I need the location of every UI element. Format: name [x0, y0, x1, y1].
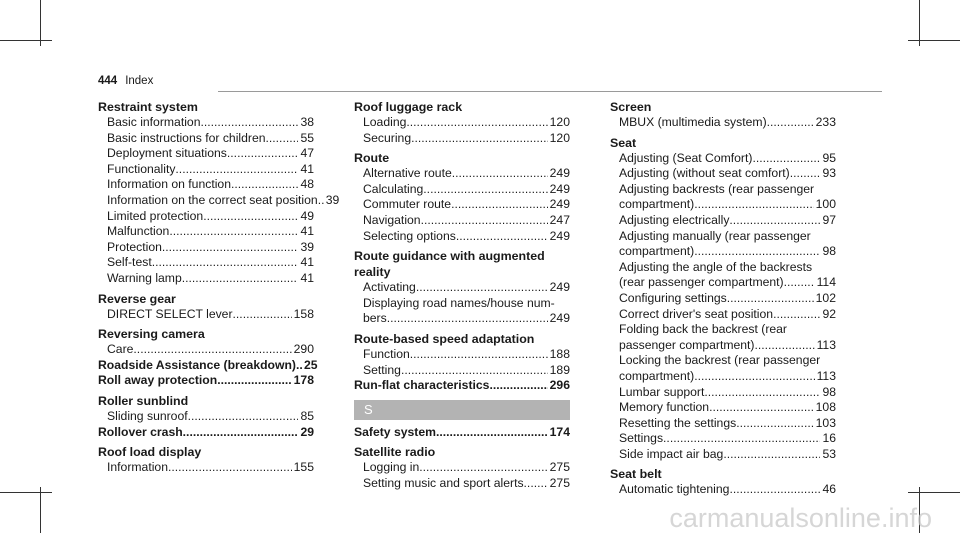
dot-leader — [704, 385, 820, 401]
entry-row — [363, 363, 570, 379]
crop-mark — [908, 492, 960, 493]
entry-row — [363, 347, 570, 363]
entry-row — [107, 342, 314, 358]
dot-leader — [410, 347, 548, 363]
entry-text: Basic information — [107, 115, 201, 129]
entry-row — [107, 192, 340, 209]
entry-row — [619, 482, 836, 498]
entry-text: Setting — [363, 362, 401, 377]
index-entry[interactable] — [98, 460, 314, 476]
page-ref[interactable]: 41 — [300, 161, 314, 176]
index-entry[interactable] — [610, 400, 836, 416]
entry-text: Adjusting (without seat comfort) — [619, 166, 790, 181]
index-heading: Route guidance with augmented reality — [354, 249, 545, 280]
dot-leader — [200, 115, 298, 131]
index-entry[interactable] — [98, 115, 314, 131]
index-column-3 — [610, 99, 836, 498]
page-ref[interactable]: 296 — [549, 378, 570, 393]
dot-leader — [767, 115, 814, 131]
entry-text: Malfunction — [107, 224, 170, 239]
page-ref[interactable]: 53 — [822, 446, 836, 461]
page-ref[interactable]: 120 — [549, 115, 570, 129]
index-entry[interactable] — [98, 146, 314, 162]
entry-row — [363, 166, 570, 182]
index-heading: Roof load display — [98, 445, 202, 460]
entry-row — [363, 213, 570, 229]
crop-mark — [908, 40, 960, 41]
index-entry[interactable] — [354, 197, 570, 213]
dot-leader — [416, 280, 548, 296]
dot-leader — [168, 460, 292, 476]
entry-text: Settings — [619, 431, 664, 446]
index-entry[interactable] — [98, 209, 314, 225]
index-entry[interactable] — [610, 353, 836, 384]
entry-text: Lumbar support — [619, 384, 705, 399]
dot-leader — [203, 209, 298, 225]
entry-text: Self-test — [107, 255, 152, 270]
entry-row — [107, 131, 314, 147]
index-entry[interactable] — [610, 416, 836, 432]
entry-row — [107, 240, 314, 256]
entry-row — [107, 409, 314, 425]
dot-leader — [175, 162, 298, 178]
entry-text: Selecting options — [363, 228, 456, 243]
dot-leader — [162, 240, 299, 256]
page-ref[interactable]: 47 — [300, 146, 314, 161]
entry-text: passenger compartment) — [619, 337, 755, 352]
dot-leader — [217, 373, 291, 389]
entry-text-line: Locking the backrest (rear passenger — [619, 353, 821, 368]
index-entry[interactable] — [354, 296, 570, 327]
index-entry[interactable] — [610, 385, 836, 401]
page-ref[interactable]: 188 — [549, 346, 570, 361]
entry-text: Memory function — [619, 400, 710, 415]
crop-mark — [40, 487, 41, 533]
index-heading: Roof luggage rack — [354, 100, 463, 114]
page-ref[interactable]: 249 — [549, 228, 570, 243]
entry-text: Sliding sunroof — [107, 408, 188, 423]
index-entry[interactable] — [98, 192, 340, 209]
entry-row — [619, 213, 836, 229]
entry-text-line: Displaying road names/house num- — [363, 295, 555, 310]
crop-mark — [919, 487, 920, 533]
entry-row — [107, 460, 314, 476]
page-ref[interactable]: 233 — [815, 115, 836, 129]
page-ref[interactable]: 249 — [549, 166, 570, 181]
page-number: 444 — [98, 75, 118, 87]
index-entry[interactable] — [610, 151, 836, 167]
dot-leader — [752, 151, 820, 167]
dot-leader — [419, 460, 547, 476]
index-entry[interactable] — [354, 131, 570, 147]
index-heading: Seat — [610, 135, 637, 150]
entry-text: Rollover crash — [98, 424, 183, 439]
index-entry[interactable] — [98, 240, 314, 256]
entry-row — [107, 209, 314, 225]
entry-row — [619, 400, 836, 416]
entry-row — [619, 416, 836, 432]
entry-text: Roadside Assistance (breakdown) — [98, 357, 296, 372]
entry-text: Automatic tightening — [619, 482, 730, 497]
index-entry[interactable] — [98, 131, 314, 147]
entry-row — [107, 271, 314, 287]
entry-text: MBUX (multimedia system) — [619, 115, 767, 129]
page-ref[interactable]: 120 — [549, 130, 570, 145]
dot-leader — [489, 378, 547, 394]
index-entry[interactable] — [610, 431, 836, 447]
entry-row — [107, 307, 314, 323]
entry-text: Securing — [363, 130, 412, 145]
header-rule — [218, 91, 882, 92]
dot-leader — [452, 166, 548, 182]
index-entry[interactable] — [98, 162, 314, 178]
entry-text: Calculating — [363, 181, 424, 196]
index-entry[interactable] — [354, 460, 570, 476]
entry-row — [354, 378, 570, 394]
page-ref[interactable]: 55 — [300, 130, 314, 145]
page-ref[interactable]: 25 — [304, 357, 318, 372]
entry-text: Run-flat characteristics — [354, 378, 490, 393]
entry-text: Loading — [363, 115, 407, 129]
entry-row — [363, 131, 570, 147]
dot-leader — [736, 416, 813, 432]
dot-leader — [694, 369, 814, 385]
index-entry[interactable] — [610, 182, 836, 213]
dot-leader — [663, 431, 820, 447]
index-entry[interactable] — [354, 182, 570, 198]
page-ref[interactable]: 100 — [815, 197, 836, 212]
entry-text: Function — [363, 346, 410, 361]
index-heading-entry[interactable] — [98, 357, 318, 374]
page-ref[interactable]: 158 — [293, 306, 314, 321]
entry-text: Safety system — [354, 424, 436, 439]
entry-text: Activating — [363, 280, 416, 295]
entry-text: Functionality — [107, 161, 176, 176]
index-entry[interactable] — [98, 342, 314, 358]
entry-text: compartment) — [619, 197, 695, 212]
entry-row — [363, 460, 570, 476]
index-heading: Reversing camera — [98, 327, 205, 342]
entry-text: Deployment situations — [107, 146, 227, 161]
entry-text: (rear passenger compartment) — [619, 275, 784, 290]
entry-row — [98, 425, 314, 441]
dot-leader — [401, 363, 548, 379]
crop-mark — [0, 492, 52, 493]
entry-text-line: Adjusting the angle of the backrests — [619, 259, 813, 274]
entry-row — [107, 255, 314, 271]
entry-row — [107, 224, 314, 240]
entry-row — [363, 182, 570, 198]
dot-leader — [233, 307, 292, 323]
entry-row — [619, 151, 836, 167]
dot-leader — [723, 447, 820, 463]
index-entry[interactable] — [610, 322, 836, 353]
page-ref[interactable]: 249 — [549, 197, 570, 212]
page-ref[interactable]: 95 — [822, 150, 836, 165]
page-header — [98, 75, 882, 87]
entry-text: Side impact air bag — [619, 446, 724, 461]
page-ref[interactable]: 178 — [293, 373, 314, 388]
entry-row — [619, 447, 836, 463]
page-ref[interactable]: 85 — [300, 408, 314, 423]
page-ref[interactable]: 275 — [549, 460, 570, 475]
dot-leader — [456, 229, 548, 245]
index-heading: Satellite radio — [354, 445, 436, 460]
dot-leader — [709, 400, 814, 416]
dot-leader — [421, 213, 548, 229]
entry-row — [107, 177, 314, 193]
index-heading: Screen — [610, 100, 652, 114]
index-entry[interactable] — [354, 347, 570, 363]
page-ref[interactable]: 41 — [300, 270, 314, 285]
page-ref[interactable]: 46 — [822, 482, 836, 497]
dot-leader — [411, 131, 548, 147]
index-column-2 — [354, 99, 570, 492]
page-ref[interactable]: 290 — [293, 342, 314, 357]
index-entry[interactable] — [610, 307, 836, 323]
entry-row — [363, 197, 570, 213]
index-entry[interactable] — [354, 229, 570, 245]
page-ref[interactable]: 98 — [822, 244, 836, 259]
dot-leader — [169, 224, 298, 240]
entry-row — [363, 280, 570, 296]
entry-row — [619, 338, 836, 354]
entry-text: Warning lamp — [107, 270, 182, 285]
page-ref[interactable]: 92 — [822, 306, 836, 321]
entry-row — [107, 162, 314, 178]
page-ref[interactable]: 103 — [815, 415, 836, 430]
page-ref[interactable]: 113 — [816, 368, 836, 383]
entry-text-line: Folding back the backrest (rear — [619, 322, 787, 337]
page-ref[interactable]: 189 — [549, 362, 570, 377]
dot-leader — [296, 358, 302, 374]
dot-leader — [406, 115, 547, 131]
index-entry[interactable] — [354, 166, 570, 182]
index-entry[interactable] — [354, 213, 570, 229]
entry-text: Limited protection — [107, 208, 204, 223]
index-entry[interactable] — [354, 476, 570, 492]
page-ref[interactable]: 29 — [300, 424, 314, 439]
index-entry[interactable] — [610, 229, 836, 260]
entry-text: Alternative route — [363, 166, 452, 181]
entry-row — [619, 307, 836, 323]
index-heading-entry[interactable] — [98, 425, 314, 441]
dot-leader — [188, 409, 299, 425]
entry-text: Roll away protection — [98, 373, 218, 388]
entry-text: Setting music and sport alerts — [363, 475, 524, 490]
index-heading-entry[interactable] — [354, 378, 570, 394]
page-ref[interactable]: 275 — [549, 475, 570, 490]
entry-text: DIRECT SELECT lever — [107, 306, 233, 321]
entry-row — [363, 229, 570, 245]
dot-leader — [182, 271, 299, 287]
index-entry[interactable] — [610, 115, 836, 131]
dot-leader — [423, 182, 547, 198]
entry-text: Correct driver's seat position — [619, 306, 774, 321]
entry-row — [619, 244, 836, 260]
page-ref[interactable]: 108 — [815, 400, 836, 415]
page-ref[interactable]: 41 — [300, 255, 314, 270]
entry-text: Adjusting electrically — [619, 212, 730, 227]
dot-leader — [152, 255, 299, 271]
watermark-text: carmanualsonline.info — [669, 503, 932, 533]
index-entry[interactable] — [610, 260, 836, 291]
index-entry[interactable] — [98, 177, 314, 193]
page-ref[interactable]: 98 — [822, 384, 836, 399]
dot-leader — [694, 244, 820, 260]
index-entry[interactable] — [354, 115, 570, 131]
entry-row — [619, 431, 836, 447]
entry-row — [354, 425, 570, 441]
entry-row — [619, 115, 836, 131]
entry-text: Basic instructions for children — [107, 130, 266, 145]
entry-row — [619, 166, 836, 182]
dot-leader — [729, 213, 820, 229]
entry-text: bers — [363, 311, 387, 326]
dot-leader — [790, 166, 821, 182]
entry-row — [619, 291, 836, 307]
crop-mark — [0, 40, 52, 41]
entry-row — [98, 373, 314, 389]
dot-leader — [133, 342, 291, 358]
dot-leader — [387, 311, 548, 327]
page-ref[interactable]: 97 — [822, 212, 836, 227]
entry-row — [107, 146, 314, 162]
entry-text: Resetting the settings — [619, 415, 737, 430]
index-entry[interactable] — [354, 280, 570, 296]
index-heading: Route — [354, 151, 390, 166]
index-heading: Route-based speed adaptation — [354, 331, 535, 346]
page-ref[interactable]: 93 — [822, 166, 836, 181]
dot-leader — [784, 275, 815, 291]
page-ref[interactable]: 39 — [300, 239, 314, 254]
page-ref[interactable]: 102 — [815, 290, 836, 305]
entry-text: compartment) — [619, 244, 695, 259]
page-ref[interactable]: 249 — [549, 181, 570, 196]
entry-text: Configuring settings — [619, 290, 727, 305]
page-ref[interactable]: 174 — [549, 424, 570, 439]
index-entry[interactable] — [354, 363, 570, 379]
index-column-1 — [98, 99, 340, 476]
entry-row — [107, 115, 314, 131]
entry-text: Adjusting (Seat Comfort) — [619, 150, 753, 165]
page-ref[interactable]: 48 — [300, 177, 314, 192]
index-entry[interactable] — [98, 271, 314, 287]
entry-row — [619, 197, 836, 213]
entry-text: Information on the correct seat position — [107, 192, 318, 207]
section-letter: S — [354, 400, 570, 420]
dot-leader — [694, 197, 813, 213]
entry-text-line: Adjusting manually (rear passenger — [619, 228, 811, 243]
page-ref[interactable]: 249 — [549, 280, 570, 295]
index-heading: Reverse gear — [98, 291, 176, 306]
entry-text: Logging in — [363, 460, 420, 475]
page-ref[interactable]: 155 — [293, 460, 314, 475]
index-entry[interactable] — [98, 255, 314, 271]
dot-leader — [524, 476, 548, 492]
index-heading-entry[interactable] — [354, 425, 570, 441]
dot-leader — [318, 193, 324, 209]
index-heading: Restraint system — [98, 100, 198, 114]
entry-text: Information — [107, 460, 168, 475]
index-entry[interactable] — [610, 213, 836, 229]
dot-leader — [227, 146, 299, 162]
entry-row — [619, 369, 836, 385]
index-entry[interactable] — [98, 409, 314, 425]
index-entry[interactable] — [98, 307, 314, 323]
dot-leader — [231, 177, 298, 193]
entry-row — [619, 275, 836, 291]
index-entry[interactable] — [610, 291, 836, 307]
entry-row — [363, 476, 570, 492]
entry-text: Protection — [107, 239, 162, 254]
page-ref[interactable]: 113 — [816, 337, 836, 352]
entry-row — [363, 311, 570, 327]
entry-text-line: Adjusting backrests (rear passenger — [619, 181, 815, 196]
entry-row — [619, 385, 836, 401]
dot-leader — [754, 338, 814, 354]
dot-leader — [266, 131, 299, 147]
entry-text: Navigation — [363, 212, 421, 227]
dot-leader — [729, 482, 820, 498]
entry-row — [98, 357, 318, 374]
index-entry[interactable] — [610, 447, 836, 463]
index-entry[interactable] — [98, 224, 314, 240]
dot-leader — [183, 425, 299, 441]
index-entry[interactable] — [610, 166, 836, 182]
entry-text: Commuter route — [363, 197, 452, 212]
page-ref[interactable]: 41 — [300, 224, 314, 239]
index-heading: Seat belt — [610, 467, 662, 482]
dot-leader — [773, 307, 820, 323]
page-ref[interactable]: 38 — [300, 115, 314, 129]
entry-text: compartment) — [619, 368, 695, 383]
entry-text: Care — [107, 342, 134, 357]
page-ref[interactable]: 49 — [300, 208, 314, 223]
dot-leader — [727, 291, 814, 307]
dot-leader — [436, 425, 548, 441]
entry-row — [363, 115, 570, 131]
index-entry[interactable] — [610, 482, 836, 498]
index-heading-entry[interactable] — [98, 373, 314, 389]
index-heading: Roller sunblind — [98, 393, 189, 408]
entry-text: Information on function — [107, 177, 231, 192]
page-ref[interactable]: 249 — [549, 311, 570, 326]
page-ref[interactable]: 114 — [816, 275, 836, 290]
dot-leader — [451, 197, 548, 213]
page-title: Index — [125, 75, 154, 87]
page-ref[interactable]: 39 — [325, 192, 340, 207]
page-ref[interactable]: 16 — [822, 431, 836, 446]
page-ref[interactable]: 247 — [549, 212, 570, 227]
